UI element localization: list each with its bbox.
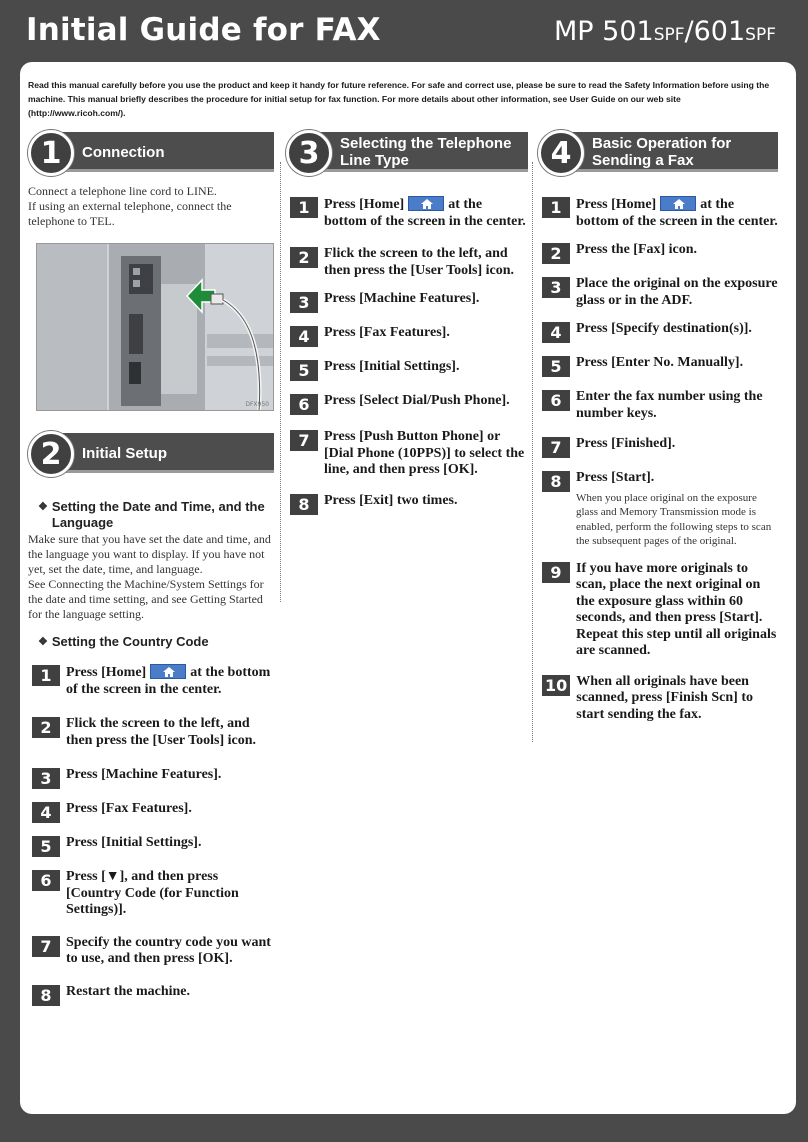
step xyxy=(32,935,274,968)
step-number: 5 xyxy=(290,360,318,381)
step xyxy=(290,359,528,381)
column-middle xyxy=(286,130,528,527)
step-text: Flick the screen to the left, and then press the [User Tools] icon. xyxy=(324,246,515,278)
step xyxy=(542,242,778,264)
step-number: 9 xyxy=(542,562,570,583)
step-text: Press [Machine Features]. xyxy=(66,767,222,782)
figure-code: DFX950 xyxy=(245,401,269,408)
model-mid: /601 xyxy=(684,16,746,47)
step xyxy=(542,470,778,549)
step xyxy=(32,664,274,698)
step xyxy=(542,355,778,377)
step-text: Specify the country code you want to use, and then press [OK]. xyxy=(66,934,271,966)
section-title: Connection xyxy=(82,143,165,161)
diamond-cluster-icon: ❖ xyxy=(38,501,48,513)
connection-illustration xyxy=(36,243,274,411)
connection-text xyxy=(28,184,274,229)
step-number: 5 xyxy=(542,356,570,377)
step xyxy=(32,835,274,857)
home-icon xyxy=(150,664,186,679)
step xyxy=(32,801,274,823)
step xyxy=(32,984,274,1006)
step xyxy=(542,436,778,458)
step-number: 4 xyxy=(290,326,318,347)
step-number: 7 xyxy=(290,430,318,451)
section-number: 4 xyxy=(538,130,584,176)
section-3-header xyxy=(286,130,528,174)
section-number: 1 xyxy=(28,130,74,176)
step-number: 6 xyxy=(542,390,570,411)
step-text: Press [Fax Features]. xyxy=(66,801,192,816)
step-number: 2 xyxy=(32,717,60,738)
step-number: 8 xyxy=(32,985,60,1006)
model-suffix: SPF xyxy=(745,25,776,45)
step-text: Press [Finished]. xyxy=(576,436,676,451)
send-fax-steps xyxy=(538,196,778,723)
step xyxy=(290,246,528,279)
connection-tel: If using an external telephone, connect the telephone to TEL. xyxy=(28,199,232,228)
column-divider xyxy=(532,162,533,742)
section-4-header xyxy=(538,130,778,174)
step xyxy=(290,429,528,479)
step-text: Press [Initial Settings]. xyxy=(66,835,202,850)
intro-text: Read this manual carefully before you use the product and keep it handy for future reference. For safe and correct use, please be sure to read the Safety Information before using the machine. This manual briefly describes the procedure for initial setup for fax function. For more details about other information, see User Guide on our web site (http://www.ricoh.com/). xyxy=(28,80,770,118)
step xyxy=(290,325,528,347)
step-text: Press [Home] at the bottom of the screen in the center. xyxy=(324,197,526,229)
step xyxy=(290,493,528,515)
model-suffix: SPF xyxy=(653,25,685,45)
section-1-header xyxy=(28,130,274,174)
subsection-country-code xyxy=(28,634,274,650)
step-text: Press [Push Button Phone] or [Dial Phone (10PPS)] to select the line, and then press [OK]. xyxy=(324,429,525,477)
step-text: Press [Machine Features]. xyxy=(324,291,480,306)
step-text: Press [Enter No. Manually]. xyxy=(576,355,744,370)
step-number: 2 xyxy=(290,247,318,268)
country-code-steps xyxy=(28,664,274,1006)
step-number: 2 xyxy=(542,243,570,264)
step xyxy=(290,393,528,415)
step-number: 1 xyxy=(542,197,570,218)
column-right xyxy=(538,130,778,735)
date-time-text: Make sure that you have set the date and time, and the language you want to display. If you have not yet, set the date, time, and language. xyxy=(28,532,271,576)
step-number: 3 xyxy=(32,768,60,789)
step-text: Place the original on the exposure glass or in the ADF. xyxy=(576,276,778,308)
step-number: 8 xyxy=(290,494,318,515)
step-number: 7 xyxy=(32,936,60,957)
column-left xyxy=(28,130,274,1018)
subsection-text xyxy=(28,532,274,622)
home-icon xyxy=(408,196,444,211)
step-text: If you have more originals to scan, place the next original on the exposure glass within 60 seconds, and then press [Start]. Repeat this step until all originals are scanned. xyxy=(576,560,777,659)
step xyxy=(32,716,274,749)
step-number: 6 xyxy=(32,870,60,891)
step-number: 5 xyxy=(32,836,60,857)
step-text: Enter the fax number using the number keys. xyxy=(576,389,763,421)
subsection-title: ❖ Setting the Date and Time, and the Language xyxy=(38,499,265,530)
section-title: Initial Setup xyxy=(82,444,168,462)
step-text: Press [Start]. When you place original on the exposure glass and Memory Transmission mode is enabled, perform the following steps to scan the subsequent pages of the original. xyxy=(576,470,778,549)
guide-sheet xyxy=(20,62,796,1114)
date-time-reference: See Connecting the Machine/System Settings for the date and time setting, and see Getting Started for the language setting. xyxy=(28,577,264,621)
step-note: When you place original on the exposure glass and Memory Transmission mode is enabled, perform the following steps to scan the subsequent pages of the original. xyxy=(576,491,772,548)
step xyxy=(542,321,778,343)
step-number: 3 xyxy=(542,277,570,298)
section-number: 3 xyxy=(286,130,332,176)
step-text: Press the [Fax] icon. xyxy=(576,242,698,257)
column-divider xyxy=(280,162,281,602)
step-text: Flick the screen to the left, and then press the [User Tools] icon. xyxy=(66,716,257,748)
step-text: Press [Home] at the bottom of the screen in the center. xyxy=(66,665,271,697)
step-number: 1 xyxy=(32,665,60,686)
step-number: 1 xyxy=(290,197,318,218)
step xyxy=(542,674,778,724)
step-text: When all originals have been scanned, press [Finish Scn] to start sending the fax. xyxy=(576,673,753,722)
step-number: 3 xyxy=(290,292,318,313)
section-2-header xyxy=(28,431,274,475)
step-text: Press [Home] at the bottom of the screen in the center. xyxy=(576,197,778,229)
step-text: Press [▼], and then press [Country Code (for Function Settings)]. xyxy=(66,869,239,917)
step xyxy=(542,389,778,422)
step xyxy=(32,869,274,919)
step-number: 6 xyxy=(290,394,318,415)
step xyxy=(290,291,528,313)
line-type-steps xyxy=(286,196,528,515)
step-text: Press [Fax Features]. xyxy=(324,325,450,340)
step xyxy=(290,196,528,230)
step xyxy=(542,276,778,309)
section-title: Basic Operation for Sending a Fax xyxy=(592,135,732,169)
step-text: Press [Specify destination(s)]. xyxy=(576,321,752,336)
section-title: Selecting the Telephone Line Type xyxy=(340,135,512,169)
step xyxy=(542,196,778,230)
step-number: 10 xyxy=(542,675,570,696)
step-number: 4 xyxy=(32,802,60,823)
connection-line: Connect a telephone line cord to LINE. xyxy=(28,184,217,198)
subsection-date-time xyxy=(28,499,274,622)
step xyxy=(32,767,274,789)
machine-rear-illustration xyxy=(37,244,274,411)
model-prefix: MP 501 xyxy=(554,16,654,47)
model-name xyxy=(554,16,776,47)
step-text: Press [Initial Settings]. xyxy=(324,359,460,374)
step-number: 8 xyxy=(542,471,570,492)
step-text: Restart the machine. xyxy=(66,983,191,999)
home-icon xyxy=(660,196,696,211)
step-number: 4 xyxy=(542,322,570,343)
step xyxy=(542,561,778,660)
section-number: 2 xyxy=(28,431,74,477)
diamond-cluster-icon: ❖ xyxy=(38,636,48,648)
step-number: 7 xyxy=(542,437,570,458)
step-text: Press [Select Dial/Push Phone]. xyxy=(324,393,510,408)
step-text: Press [Exit] two times. xyxy=(324,492,458,508)
subsection-title: ❖ Setting the Country Code xyxy=(38,634,209,649)
page-title: Initial Guide for FAX xyxy=(26,12,381,48)
